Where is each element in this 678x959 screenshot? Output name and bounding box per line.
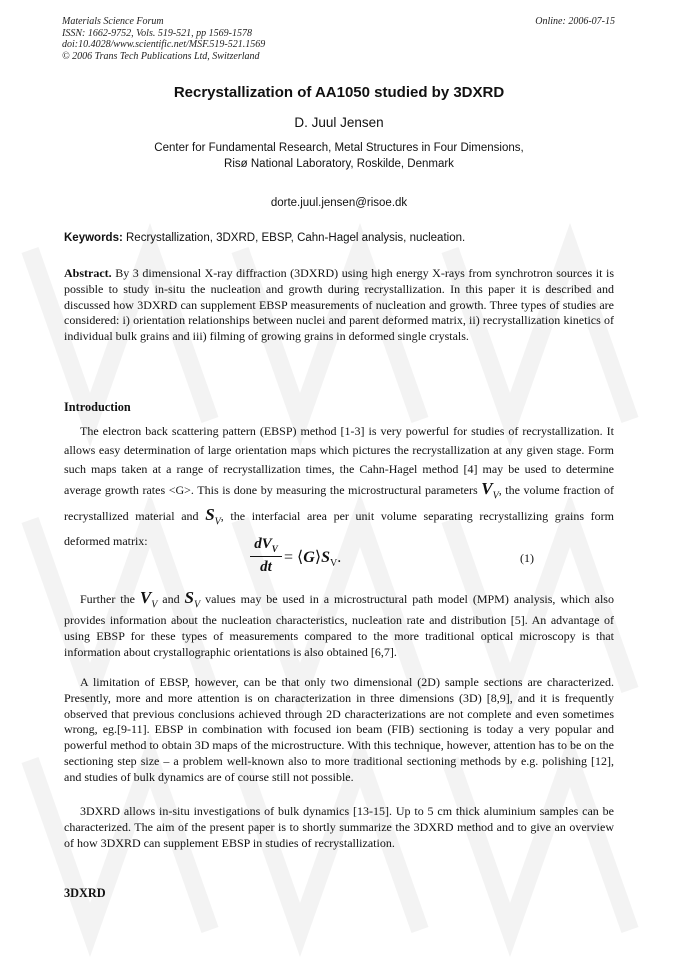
intro-paragraph-1 [64, 422, 614, 551]
section-heading-3dxrd: 3DXRD [64, 886, 106, 900]
equation-rhs: = $⟨G⟩S_V$. [284, 549, 342, 570]
introduction-heading: Introduction [64, 400, 131, 414]
journal-header [62, 16, 265, 62]
keywords [64, 232, 614, 244]
copyright-line: © 2006 Trans Tech Publications Ltd, Switzerland [62, 50, 260, 62]
intro-paragraph-3: A limitation of EBSP, however, can be that only two dimensional (2D) sample sections are characterized. Presently, more and more attention is on characterization in three dimensions (3D) [8,9], and it is frequently observed that previous conclusions achieved through 2D characterizations are not complete and even sometimes wrong, eg.[9-11]. EBSP in combination with focused ion beam (FIB) sectioning is today a very popular and powerful method to obtain 3D maps of the microstructure. With this technique, however, attention has to be on the sectioning step size – a problem well-known also to more traditional sectioning methods by e.g. polishing [12], and studies of bulk dynamics are of course still not possible. [64, 675, 614, 784]
intro-p1-text-b: , the volume fraction of recrystallized material and [64, 483, 614, 524]
doi-line[interactable]: doi:10.4028/www.scientific.net/MSF.519-521.1569 [62, 39, 266, 50]
intro-paragraph-4: 3DXRD allows in-situ investigations of bulk dynamics [13-15]. Up to 5 cm thick aluminium samples can be characterized. The aim of the present paper is to shortly summarize the 3DXRD method and to give an overview of how 3DXRD can supplement EBSP in studies of recrystallization. [64, 804, 614, 850]
author-email[interactable]: dorte.juul.jensen@risoe.dk [270, 197, 408, 209]
intro-p2-text-c: values may be used in a microstructural path model (MPM) analysis, which also provides information about the nucleation characteristics, nucleation rate and distribution [5]. An advantage of using EBSP for these types of measurements compared to the more traditional optical microscopy is that information about crystallographic orientations is also obtained [6,7]. [64, 592, 614, 659]
equation-1 [0, 536, 678, 582]
online-date: Online: 2006-07-15 [535, 16, 615, 27]
affiliation-line-2: Risø National Laboratory, Roskilde, Denmark [224, 158, 454, 170]
fraction-bar [250, 556, 282, 557]
math-var-sv-2: $S_V$ [184, 588, 201, 611]
equation-numerator: $dV_V$ [254, 536, 278, 554]
affiliation-line-1: Center for Fundamental Research, Metal Structures in Four Dimensions, [154, 142, 524, 154]
intro-p2-text-b: and [157, 592, 185, 606]
math-var-vv: $V_V$ [481, 479, 499, 502]
journal-name: Materials Science Forum [62, 16, 164, 27]
abstract-text: By 3 dimensional X-ray diffraction (3DXRD) using high energy X-rays from synchrotron sources it is possible to study in-situ the nucleation and growth during recrystallization. In this paper it is described and discussed how 3DXRD can supplement EBSP measurements of nucleation and growth. Three types of studies are considered: i) orientation relationships between nuclei and parent deformed matrix, ii) recrystallization kinetics of individual bulk grains and iii) filming of growing grains in deformed single crystals. [64, 266, 614, 344]
author-name: D. Juul Jensen [294, 115, 384, 130]
abstract [64, 266, 614, 345]
equation-fraction [250, 536, 282, 576]
intro-p2-text-a: Further the [80, 592, 140, 606]
keywords-text: Recrystallization, 3DXRD, EBSP, Cahn-Hagel analysis, nucleation. [122, 232, 466, 244]
equation-number: (1) [520, 551, 534, 565]
equation-denominator: dt [260, 559, 272, 575]
intro-p1-text-c: , the interfacial area per unit volume separating recrystallizing grains form deformed matrix: [64, 509, 615, 548]
keywords-label: Keywords: [64, 232, 123, 244]
paper-title: Recrystallization of AA1050 studied by 3DXRD [173, 84, 505, 101]
intro-paragraph-2 [64, 590, 614, 661]
math-var-vv-2: $V_V$ [139, 588, 158, 611]
intro-p1-text-a: The electron back scattering pattern (EBSP) method [1-3] is very powerful for studies of recrystallization. It allows easy determination of large orientation maps which pictures the recrystallization at any given stage. Form such maps taken at a range of recrystallization times, the Cahn-Hagel method [4] may be used to determine average growth rates <G>. This is done by measuring the microstructural parameters [64, 424, 614, 497]
issn-line: ISSN: 1662-9752, Vols. 519-521, pp 1569-1578 [62, 27, 252, 39]
affiliation [0, 140, 678, 172]
math-var-sv: $S_V$ [205, 505, 221, 528]
abstract-label: Abstract. [64, 266, 112, 280]
